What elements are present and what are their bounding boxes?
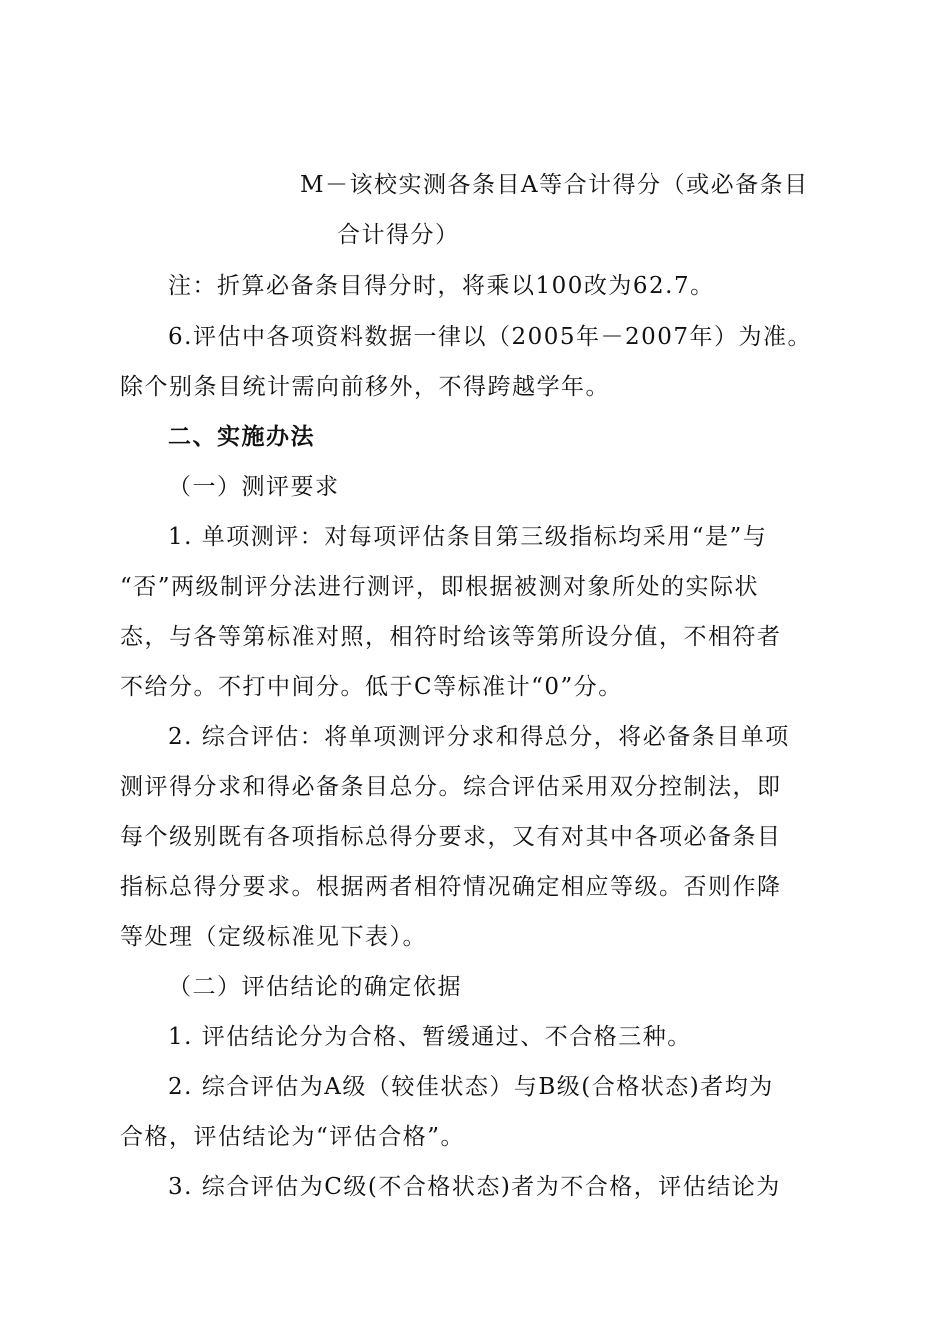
item-2-line-4: 指标总得分要求。根据两者相符情况确定相应等级。否则作降 [120, 874, 782, 900]
formula-continuation-line-1: M－该校实测各条目A等合计得分（或必备条目 [300, 172, 809, 198]
item-1-line-3: 态，与各等第标准对照，相符时给该等第所设分值，不相符者 [120, 624, 782, 650]
conclusion-item-1: 1. 评估结论分为合格、暂缓通过、不合格三种。 [168, 1024, 692, 1050]
conclusion-item-3-line-1: 3. 综合评估为C级(不合格状态)者为不合格，评估结论为 [168, 1174, 781, 1200]
section-heading-implementation: 二、实施办法 [168, 424, 315, 450]
conclusion-item-2-line-2: 合格，评估结论为“评估合格”。 [120, 1124, 466, 1150]
item-2-line-5: 等处理（定级标准见下表）。 [120, 924, 427, 950]
item-2-line-2: 测评得分求和得必备条目总分。综合评估采用双分控制法，即 [120, 774, 782, 800]
item-1-line-2: “否”两级制评分法进行测评，即根据被测对象所处的实际状 [120, 574, 760, 600]
subsection-heading-requirements: （一）测评要求 [168, 474, 340, 500]
subsection-heading-conclusion: （二）评估结论的确定依据 [168, 974, 462, 1000]
item-2-line-3: 每个级别既有各项指标总得分要求，又有对其中各项必备条目 [120, 824, 782, 850]
conclusion-item-2-line-1: 2. 综合评估为A级（较佳状态）与B级(合格状态)者均为 [168, 1074, 774, 1100]
paragraph-6-line-2: 除个别条目统计需向前移外，不得跨越学年。 [120, 374, 610, 400]
note-paragraph: 注：折算必备条目得分时，将乘以100改为62.7。 [168, 273, 715, 299]
item-1-line-1: 1. 单项测评：对每项评估条目第三级指标均采用“是”与 [168, 524, 768, 550]
item-2-line-1: 2. 综合评估：将单项测评分求和得总分，将必备条目单项 [168, 724, 790, 750]
formula-continuation-line-2: 合计得分） [337, 222, 460, 248]
item-1-line-4: 不给分。不打中间分。低于C等标准计“0”分。 [120, 674, 623, 700]
paragraph-6-line-1: 6.评估中各项资料数据一律以（2005年－2007年）为准。 [168, 324, 813, 350]
